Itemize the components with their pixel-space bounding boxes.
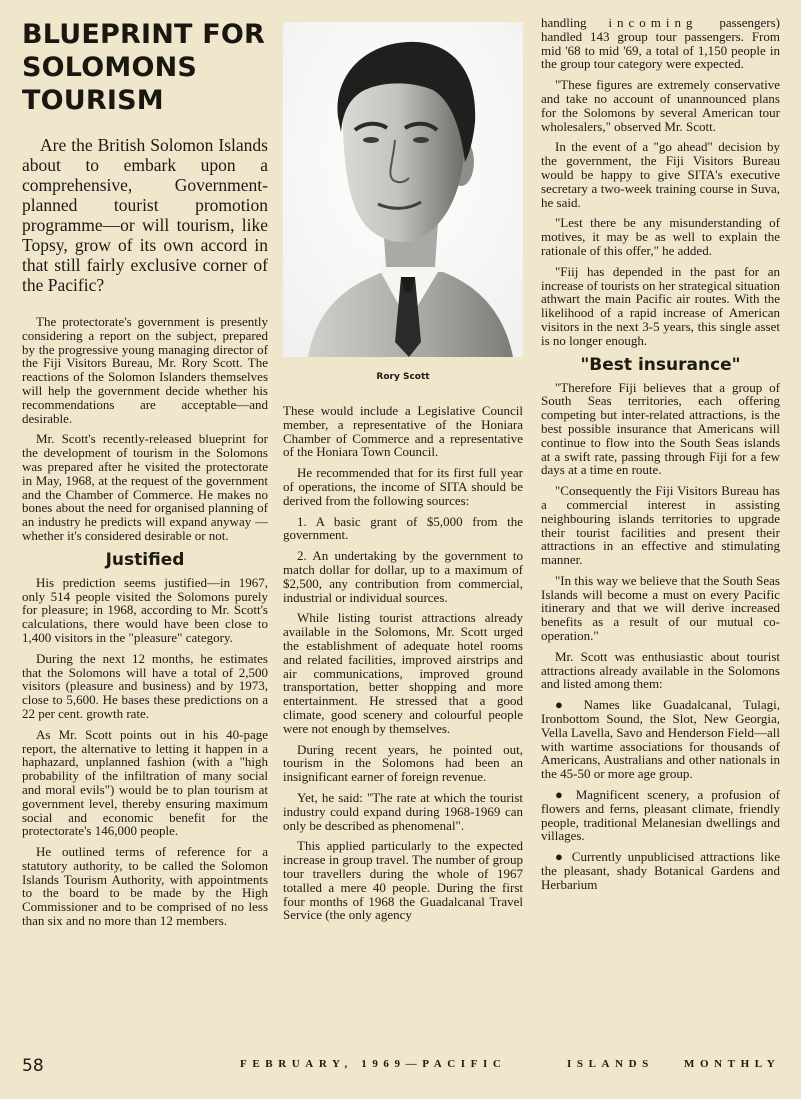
body-paragraph: "Consequently the Fiji Visitors Bureau has a commercial interest in assisting neighbouring islands territories to upgrade their tourist facilities and present their attractions in an effective and stimulating manner. — [541, 483, 780, 568]
body-paragraph: "Lest there be any misunderstanding of motives, it may be as well to explain the rationale of this offer," he added. — [541, 215, 780, 258]
body-paragraph: In the event of a "go ahead" decision by the government, the Fiji Visitors Bureau would be happy to give SITA's executive secretary a two-week training course in Suva, he said. — [541, 139, 780, 210]
body-paragraph: Yet, he said: "The rate at which the tourist industry could expand during 1968-1969 can only be described as phenomenal". — [283, 789, 523, 833]
body-paragraph — [541, 16, 780, 71]
body-paragraph: Mr. Scott was enthusiastic about tourist attractions already available in the Solomons and listed among them: — [541, 648, 780, 692]
headline-line-2: SOLOMONS — [22, 52, 198, 83]
column-1 — [22, 16, 268, 935]
headline — [22, 18, 268, 117]
body-paragraph: "These figures are extremely conservative and take no account of unannounced plans for the Solomons by several American tour wholesalers," observed Mr. Scott. — [541, 77, 780, 134]
body-paragraph: 2. An undertaking by the government to match dollar for dollar, up to a maximum of $2,500, any contribution from commercial, industrial or individual sources. — [283, 548, 523, 605]
body-paragraph: The protectorate's government is presently considering a report on the subject, prepared by the progressive young managing director of the Fiji Visitors Bureau, Mr. Rory Scott. The reactions of the Solomon Islanders themselves will help the government decide whether his recommendations are acceptable—and desirable. — [22, 314, 268, 426]
subheading-justified: Justified — [105, 549, 185, 570]
body-paragraph: As Mr. Scott points out in his 40-page report, the alternative to letting it happen in a haphazard, unplanned fashion (with a "high probability of the infiltration of many social and moral evils") would be to plan tourism at government level, thereby ensuring maximum social and economic benefit for the protectorate's 146,000 people. — [22, 726, 268, 839]
bullet-paragraph: ● Magnificent scenery, a profusion of flowers and ferns, pleasant climate, friendly people, traditional Melanesian dwellings and villages. — [541, 787, 780, 844]
portrait-photo — [283, 22, 523, 357]
column-3 — [541, 16, 780, 899]
body-paragraph: 1. A basic grant of $5,000 from the government. — [283, 513, 523, 543]
body-paragraph: He recommended that for its first full year of operations, the income of SITA should be derived from the following sources: — [283, 465, 523, 508]
photo-caption: Rory Scott — [376, 372, 430, 382]
body-paragraph: During recent years, he pointed out, tourism in the Solomons had been an insignificant earner of foreign revenue. — [283, 741, 523, 785]
page-number: 58 — [22, 1056, 44, 1076]
lede-paragraph: Are the British Solomon Islands about to embark upon a comprehensive, Government-planned tourist promotion programme—or will tourism, like Topsy, grow of its own accord in that still fairly exclusive corner of the Pacific? — [22, 135, 268, 295]
bullet-paragraph: ● Names like Guadalcanal, Tulagi, Ironbottom Sound, the Slot, New Georgia, Vella Lavella, Savo and Henderson Field—all with wartime associations for thousands of Americans, Australians and other nationals in the 45-50 or more age group. — [541, 697, 780, 782]
body-paragraph: He outlined terms of reference for a statutory authority, to be called the Solomon Islands Tourism Authority, with appointments to the board to be made by the High Commissioner and to be comprised of no less than six and no more than 12 members. — [22, 844, 268, 929]
column-2 — [283, 404, 523, 929]
body-paragraph: "Therefore Fiji believes that a group of South Seas territories, each offering competing but inter-related attractions, is the best possible insurance that Americans will continue to flow into the South Seas islands at a swift rate, passing through Fiji for a few days at a time en route. — [541, 379, 780, 478]
text-fragment: handling — [541, 15, 609, 30]
body-paragraph: During the next 12 months, he estimates that the Solomons will have a total of 2,500 visitors (pleasure and business) and by 1973, close to 5,600. He bases these predictions on a 22 per cent. growth rate. — [22, 650, 268, 721]
spaced-word: incoming — [608, 15, 698, 30]
footer-islands: ISLANDS — [567, 1058, 654, 1070]
body-paragraph: These would include a Legislative Council member, a representative of the Honiara Chamber of Commerce and a representative of the Honiara Town Council. — [283, 403, 523, 460]
body-paragraph: His prediction seems justified—in 1967, only 514 people visited the Solomons purely for pleasure; in 1968, according to Mr. Scott's calculations, there would have been close to 1,400 visitors in the "pleasure" category. — [22, 574, 268, 645]
body-paragraph: This applied particularly to the expected increase in group travel. The number of group tour travellers during the whole of 1967 totalled a mere 40 people. During the first four months of 1968 the Guadalcanal Travel Service (the only agency — [283, 838, 523, 923]
page-footer — [0, 1054, 801, 1084]
headline-line-3: TOURISM — [22, 85, 164, 116]
bullet-paragraph: ● Currently unpublicised attractions like the pleasant, shady Botanical Gardens and Herbarium — [541, 849, 780, 892]
body-paragraph: While listing tourist attractions already available in the Solomons, Mr. Scott urged the establishment of adequate hotel rooms and related facilities, improved airstrips and air communications, improved ground transportation, better shopping and more entertainment. He stressed that a good climate, good scenery and colourful people were not enough by themselves. — [283, 610, 523, 736]
body-paragraph: "In this way we believe that the South Seas Islands will become a must on every Pacific itinerary and that we will derive increased benefits as a result of our mutual co-operation." — [541, 572, 780, 644]
portrait-image — [283, 22, 523, 357]
footer-monthly: MONTHLY — [684, 1058, 781, 1070]
text-fragment: passengers) handled 143 group tour passengers. From mid '68 to mid '69, a total of 1,150 people in the group tour category were expected. — [541, 15, 780, 72]
headline-line-1: BLUEPRINT FOR — [22, 19, 266, 50]
body-paragraph: Mr. Scott's recently-released blueprint for the development of tourism in the Solomons was prepared after he visited the protectorate in May, 1968, at the request of the government and the Chamber of Commerce. He makes no bones about the need for organised planning of an industry he predicts will expand anyway — whether it's considered desirable or not. — [22, 431, 268, 543]
body-paragraph: "Fiij has depended in the past for an increase of tourists on her strategical situation athwart the main Pacific air routes. With the likelihood of a rapid increase of American visitors in the next 3-5 years, this single asset is no longer enough. — [541, 263, 780, 348]
subheading-best-insurance: "Best insurance" — [580, 354, 741, 375]
footer-date-magazine: FEBRUARY, 1969—PACIFIC — [240, 1058, 507, 1070]
